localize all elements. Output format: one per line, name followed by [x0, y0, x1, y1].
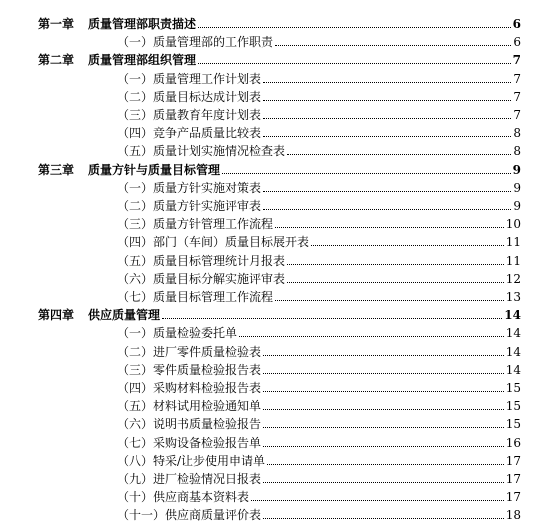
- toc-entry-title: （五）质量计划实施情况检查表: [117, 144, 286, 159]
- toc-page-number: 16: [505, 435, 521, 450]
- dot-leader: [263, 136, 511, 137]
- toc-entry-title: （三）质量方针管理工作流程: [117, 217, 274, 232]
- toc-entry-title: （四）部门（车间）质量目标展开表: [117, 235, 310, 250]
- toc-entry-title: （二）质量方针实施评审表: [117, 199, 262, 213]
- toc-chapter-title: 质量方针与质量目标管理: [88, 162, 221, 177]
- toc-section-entry[interactable]: [0, 177, 541, 195]
- toc-entry-title: （十）供应商基本资料表: [117, 490, 250, 505]
- dot-leader: [263, 82, 511, 83]
- toc-section-entry[interactable]: [0, 359, 541, 377]
- toc-page-number: 7: [513, 108, 521, 122]
- toc-page-number: 7: [513, 89, 521, 104]
- toc-section-entry[interactable]: [0, 104, 541, 122]
- toc-page-number: 8: [513, 144, 521, 159]
- toc-chapter-entry[interactable]: [0, 13, 541, 31]
- toc-entry-title: （一）质量管理工作计划表: [117, 71, 262, 86]
- toc-chapter-entry[interactable]: [0, 49, 541, 67]
- dot-leader: [263, 482, 504, 483]
- toc-entry-title: （六）质量目标分解实施评审表: [117, 271, 286, 286]
- toc-chapter-number: 第一章: [38, 17, 75, 31]
- dot-leader: [263, 355, 504, 356]
- dot-leader: [263, 191, 511, 192]
- toc-chapter-entry[interactable]: [0, 159, 541, 177]
- toc-entry-title: （二）进厂零件质量检验表: [117, 344, 262, 359]
- toc-page-number: 14: [505, 344, 521, 359]
- toc-section-entry[interactable]: [0, 231, 541, 249]
- toc-page-number: 10: [505, 217, 521, 232]
- toc-chapter-title: 质量管理部职责描述: [88, 17, 197, 31]
- toc-section-entry[interactable]: [0, 268, 541, 286]
- toc-page-number: 7: [512, 53, 521, 68]
- toc-section-entry[interactable]: [0, 31, 541, 49]
- toc-section-entry[interactable]: [0, 504, 541, 522]
- toc-page-number: 9: [513, 180, 521, 195]
- dot-leader: [239, 336, 504, 337]
- toc-page-number: 14: [505, 362, 521, 377]
- toc-page-number: 8: [513, 126, 521, 141]
- toc-page-number: 9: [513, 199, 521, 213]
- dot-leader: [263, 409, 504, 410]
- toc-page-number: 17: [505, 472, 521, 486]
- toc-page-number: 11: [505, 253, 521, 268]
- toc-section-entry[interactable]: [0, 450, 541, 468]
- dot-leader: [311, 245, 504, 246]
- toc-entry-title: （八）特采/让步使用申请单: [117, 453, 266, 468]
- toc-chapter-entry[interactable]: [0, 304, 541, 322]
- toc-page-number: 18: [505, 508, 521, 522]
- toc-page-number: 9: [512, 162, 521, 177]
- toc-entry-title: [38, 53, 196, 67]
- dot-leader: [267, 464, 504, 465]
- toc-page-number: 17: [505, 453, 521, 468]
- toc-entry-title: （二）质量目标达成计划表: [117, 89, 262, 104]
- toc-entry-title: （四）竞争产品质量比较表: [117, 126, 262, 141]
- dot-leader: [275, 45, 511, 46]
- toc-chapter-number: 第二章: [38, 53, 75, 68]
- toc-section-entry[interactable]: [0, 213, 541, 231]
- toc-section-entry[interactable]: [0, 250, 541, 268]
- toc-entry-title: （一）质量检验委托单: [117, 326, 238, 341]
- dot-leader: [263, 391, 504, 392]
- dot-leader: [263, 100, 511, 101]
- dot-leader: [287, 264, 504, 265]
- toc-page-number: 13: [505, 290, 521, 304]
- toc-entry-title: （四）采购材料检验报告表: [117, 381, 262, 395]
- toc-chapter-number: 第三章: [38, 162, 75, 177]
- toc-section-entry[interactable]: [0, 68, 541, 86]
- dot-leader: [263, 118, 511, 119]
- toc-entry-title: （九）进厂检验情况日报表: [117, 472, 262, 486]
- toc-chapter-title: 质量管理部组织管理: [88, 53, 197, 68]
- toc-page-number: 15: [505, 417, 521, 432]
- toc-section-entry[interactable]: [0, 140, 541, 158]
- dot-leader: [162, 318, 502, 319]
- dot-leader: [287, 154, 511, 155]
- toc-page-number: 14: [504, 308, 521, 323]
- toc-page-number: 15: [505, 399, 521, 414]
- dot-leader: [263, 427, 504, 428]
- toc-page-number: 7: [513, 71, 521, 86]
- dot-leader: [263, 518, 504, 519]
- toc-page-number: 6: [513, 35, 521, 50]
- toc-section-entry[interactable]: [0, 395, 541, 413]
- dot-leader: [263, 209, 511, 210]
- dot-leader: [198, 27, 511, 28]
- toc-section-entry[interactable]: [0, 122, 541, 140]
- toc-entry-title: （三）质量教育年度计划表: [117, 108, 262, 122]
- toc-entry-title: [38, 308, 160, 322]
- toc-entry-title: （五）质量目标管理统计月报表: [117, 253, 286, 268]
- toc-page-number: 12: [505, 271, 521, 286]
- toc-entry-title: （三）零件质量检验报告表: [117, 362, 262, 377]
- toc-section-entry[interactable]: [0, 413, 541, 431]
- dot-leader: [275, 300, 504, 301]
- toc-chapter-number: 第四章: [38, 308, 75, 323]
- dot-leader: [263, 373, 504, 374]
- dot-leader: [222, 173, 511, 174]
- toc-section-entry[interactable]: [0, 432, 541, 450]
- toc-section-entry[interactable]: [0, 377, 541, 395]
- toc-entry-title: （五）材料试用检验通知单: [117, 399, 262, 414]
- dot-leader: [287, 282, 504, 283]
- toc-page-number: 14: [505, 326, 521, 341]
- toc-page-number: 17: [505, 490, 521, 505]
- toc-section-entry[interactable]: [0, 341, 541, 359]
- toc-section-entry[interactable]: [0, 286, 541, 304]
- toc-entry-title: [38, 17, 196, 31]
- toc-entry-title: （一）质量管理部的工作职责: [117, 35, 274, 50]
- toc-page-number: 6: [512, 17, 521, 31]
- toc-entry-title: （十一）供应商质量评价表: [117, 508, 262, 522]
- toc-section-entry[interactable]: [0, 468, 541, 486]
- toc-page-number: 11: [505, 235, 521, 250]
- dot-leader: [263, 446, 504, 447]
- toc-section-entry[interactable]: [0, 195, 541, 213]
- toc-entry-title: （七）采购设备检验报告单: [117, 435, 262, 450]
- toc-entry-title: （七）质量目标管理工作流程: [117, 290, 274, 304]
- dot-leader: [251, 500, 504, 501]
- toc-entry-title: （一）质量方针实施对策表: [117, 180, 262, 195]
- dot-leader: [198, 63, 511, 64]
- toc-entry-title: （六）说明书质量检验报告: [117, 417, 262, 432]
- toc-section-entry[interactable]: [0, 322, 541, 340]
- toc-section-entry[interactable]: [0, 86, 541, 104]
- toc-page-number: 15: [505, 381, 521, 395]
- toc-section-entry[interactable]: [0, 486, 541, 504]
- toc-entry-title: [38, 163, 220, 177]
- dot-leader: [275, 227, 504, 228]
- toc-chapter-title: 供应质量管理: [88, 308, 161, 323]
